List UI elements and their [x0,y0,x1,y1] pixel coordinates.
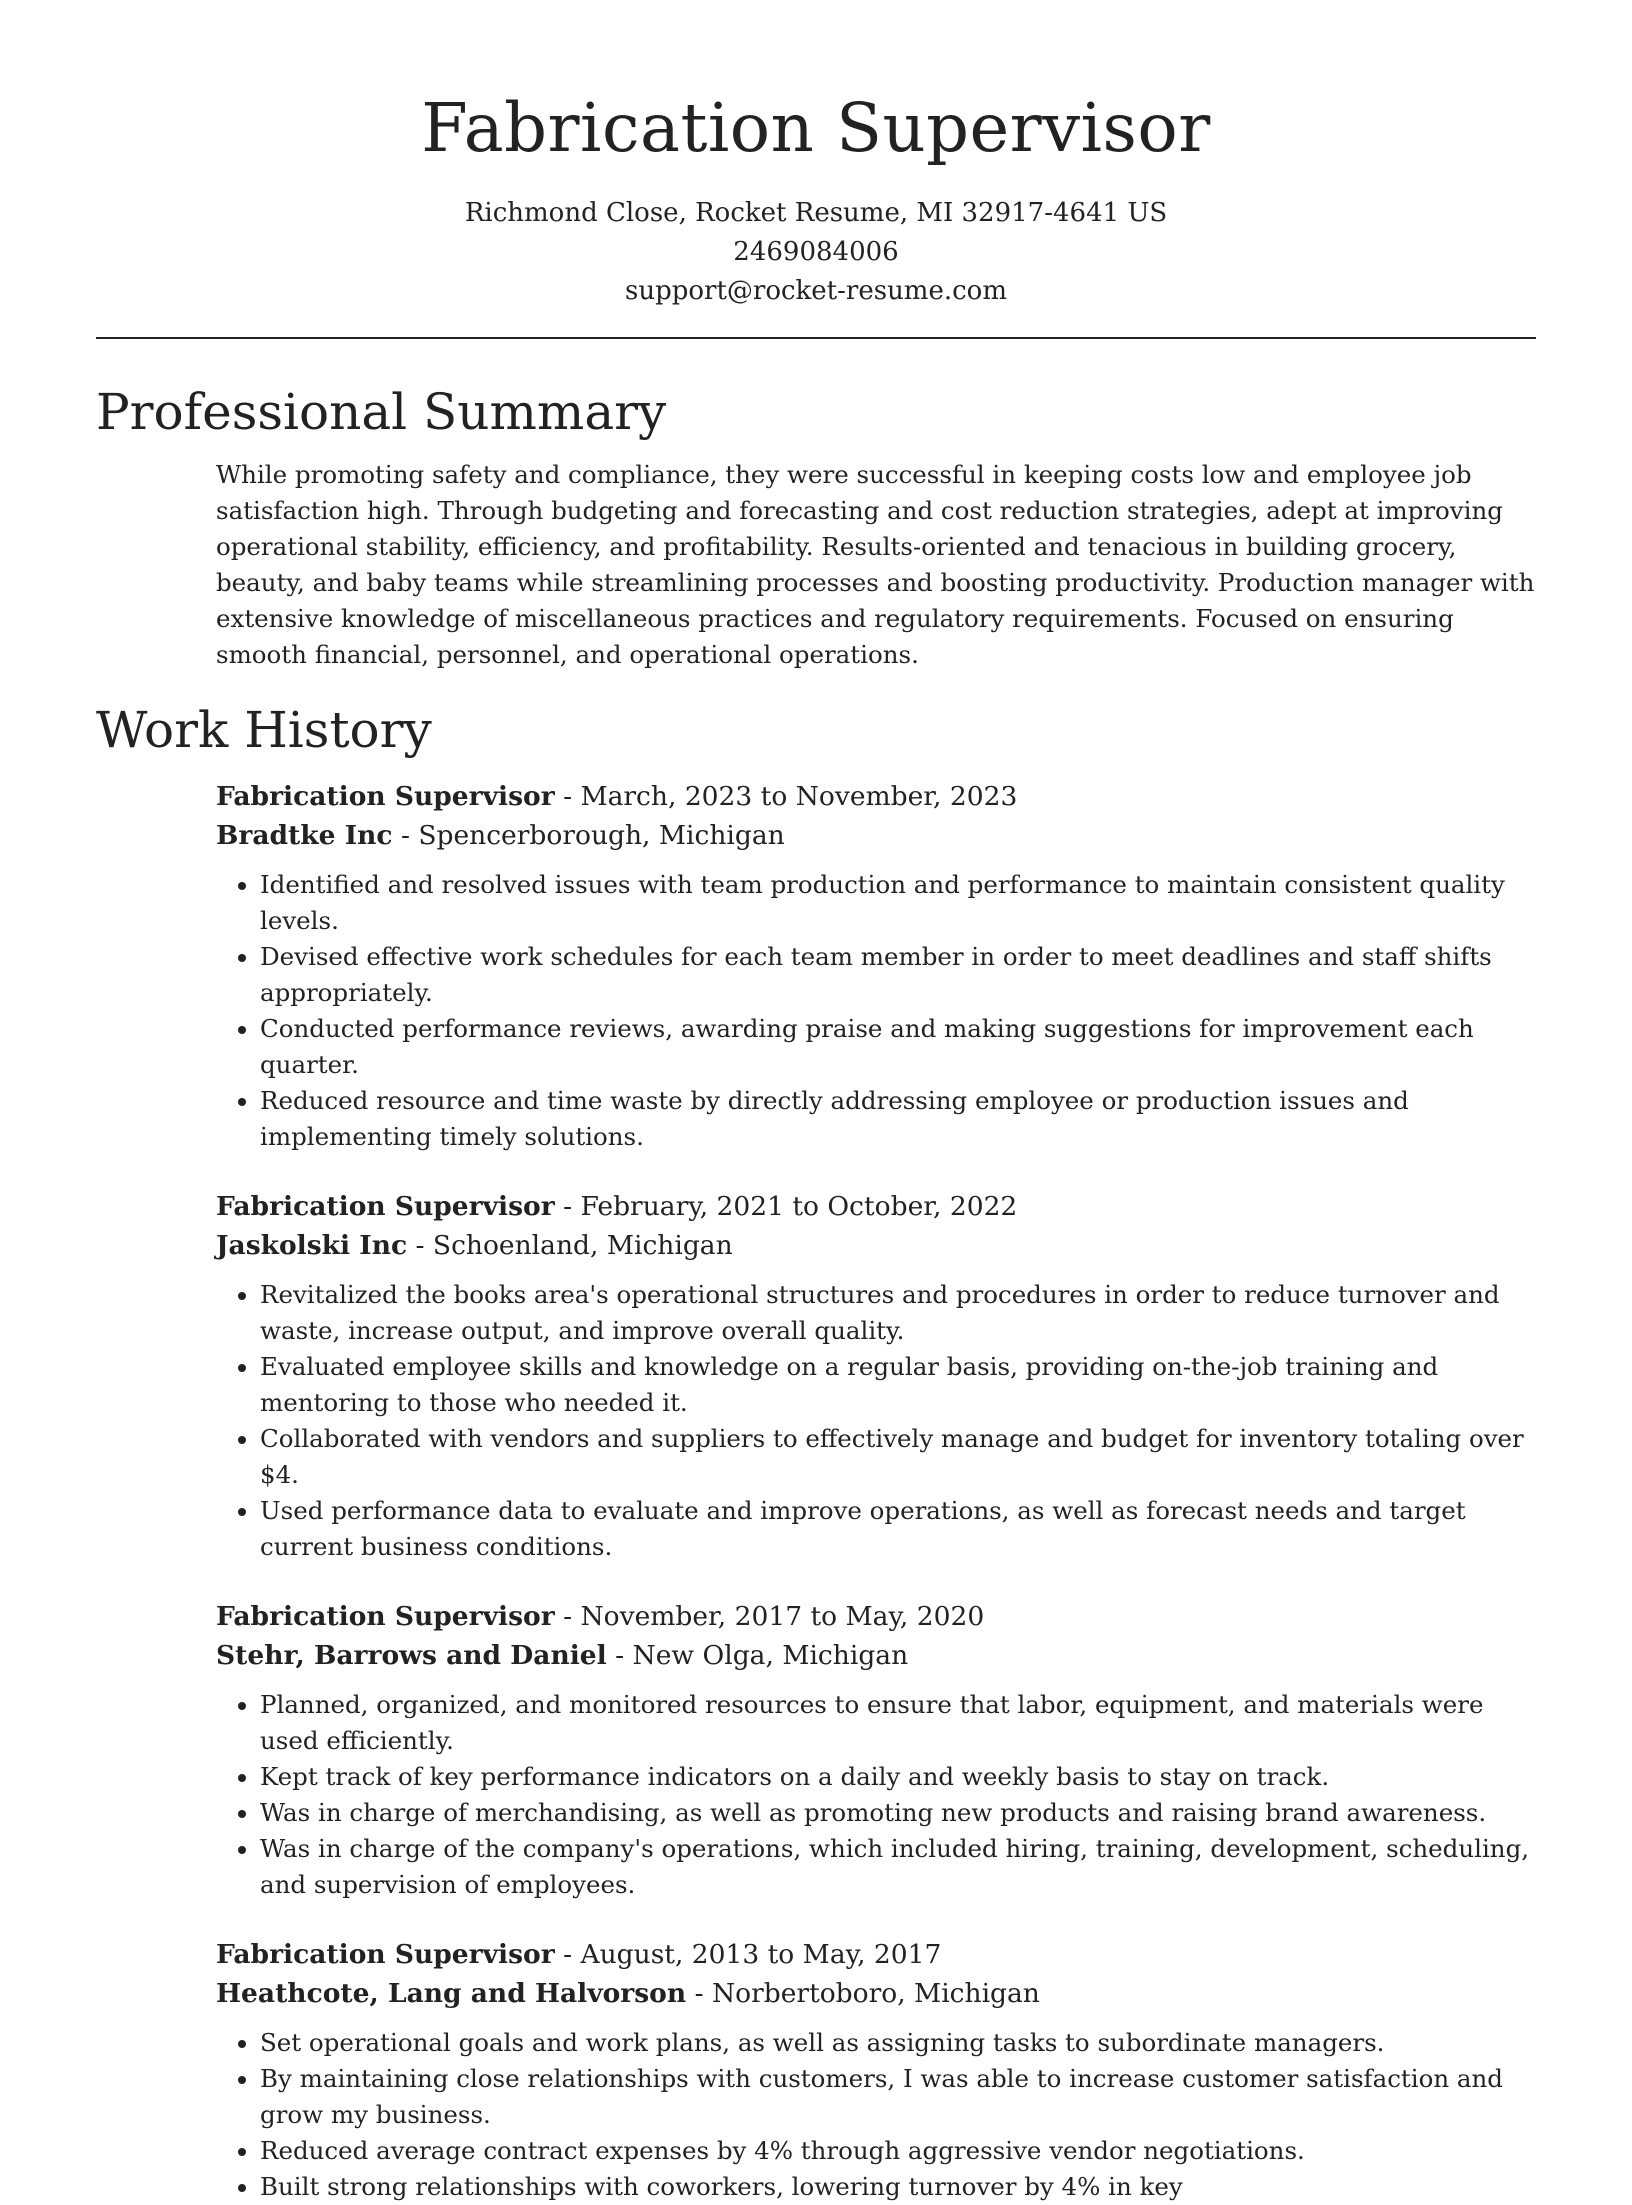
job-bullet: • Reduced average contract expenses by 4% through aggressive vendor negotiations. [260,2133,1536,2169]
job-role: Fabrication Supervisor [216,1191,555,1222]
job-company-line [216,1226,1536,1265]
job-bullet: • Was in charge of the company's operations, which included hiring, training, development, scheduling, and supervision of employees. [260,1831,1536,1903]
job-bullet-list [216,1687,1536,1903]
job-bullet: • Was in charge of merchandising, as well as promoting new products and raising brand awareness. [260,1795,1536,1831]
job-bullet: • Reduced resource and time waste by directly addressing employee or production issues and implementing timely solutions. [260,1083,1536,1155]
contact-address: Richmond Close, Rocket Resume, MI 32917-4641 US [464,198,1168,228]
job-bullet: • Evaluated employee skills and knowledge on a regular basis, providing on-the-job training and mentoring to those who needed it. [260,1349,1536,1421]
job-dates: - March, 2023 to November, 2023 [554,781,1018,812]
job-bullet: • By maintaining close relationships with customers, I was able to increase customer satisfaction and grow my business. [260,2061,1536,2133]
job-entry [216,1935,1536,2205]
resume-name: Fabrication Supervisor [421,89,1211,167]
contact-info [96,194,1536,311]
job-bullet: • Set operational goals and work plans, as well as assigning tasks to subordinate managers. [260,2025,1536,2061]
section-title-work-history: Work History [96,701,432,759]
contact-phone: 2469084006 [733,237,899,267]
job-bullet-list [216,1277,1536,1565]
job-company-line [216,1974,1536,2013]
job-company: Bradtke Inc [216,820,393,851]
job-role: Fabrication Supervisor [216,1601,555,1632]
job-bullet: • Revitalized the books area's operational structures and procedures in order to reduce turnover and waste, increase output, and improve overall quality. [260,1277,1536,1349]
section-title-summary: Professional Summary [96,383,667,441]
job-bullet: • Kept track of key performance indicators on a daily and weekly basis to stay on track. [260,1759,1536,1795]
job-bullet: • Used performance data to evaluate and improve operations, as well as forecast needs and target current business conditions. [260,1493,1536,1565]
job-bullet: • Identified and resolved issues with team production and performance to maintain consistent quality levels. [260,867,1536,939]
job-bullet: • Built strong relationships with coworkers, lowering turnover by 4% in key [260,2169,1536,2205]
job-dates: - February, 2021 to October, 2022 [554,1191,1018,1222]
job-role: Fabrication Supervisor [216,781,555,812]
job-bullet-list [216,867,1536,1155]
job-company: Jaskolski Inc [216,1230,408,1261]
job-role: Fabrication Supervisor [216,1939,555,1970]
job-bullet: • Collaborated with vendors and suppliers to effectively manage and budget for inventory totaling over $4. [260,1421,1536,1493]
job-company-line [216,816,1536,855]
professional-summary-section [96,379,1536,673]
contact-email: support@rocket-resume.com [624,276,1007,306]
job-title-line [216,1935,1536,1974]
job-company-line [216,1636,1536,1675]
job-dates: - November, 2017 to May, 2020 [554,1601,985,1632]
job-location: - Schoenland, Michigan [407,1230,733,1261]
job-company: Stehr, Barrows and Daniel [216,1640,607,1671]
job-entry [216,1597,1536,1903]
job-bullet-list [216,2025,1536,2205]
job-bullet: • Planned, organized, and monitored resources to ensure that labor, equipment, and materials were used efficiently. [260,1687,1536,1759]
job-location: - Norbertoboro, Michigan [686,1978,1040,2009]
job-dates: - August, 2013 to May, 2017 [554,1939,942,1970]
job-entry [216,1187,1536,1565]
job-location: - New Olga, Michigan [606,1640,909,1671]
job-title-line [216,1187,1536,1226]
job-title-line [216,1597,1536,1636]
job-list [96,777,1536,2205]
job-location: - Spencerborough, Michigan [392,820,785,851]
work-history-section [96,697,1536,2205]
job-entry [216,777,1536,1155]
summary-paragraph: While promoting safety and compliance, they were successful in keeping costs low and employee job satisfaction high. Through budgeting and forecasting and cost reduction strategies, adept at improving operational stability, efficiency, and profitability. Results-oriented and tenacious in building grocery, beauty, and baby teams while streamlining processes and boosting productivity. Production manager with extensive knowledge of miscellaneous practices and regulatory requirements. Focused on ensuring smooth financial, personnel, and operational operations. [216,460,1535,669]
resume-header [96,0,1536,311]
job-bullet: • Devised effective work schedules for each team member in order to meet deadlines and staff shifts appropriately. [260,939,1536,1011]
job-title-line [216,777,1536,816]
job-company: Heathcote, Lang and Halvorson [216,1978,687,2009]
header-divider [96,337,1536,339]
job-bullet: • Conducted performance reviews, awarding praise and making suggestions for improvement each quarter. [260,1011,1536,1083]
